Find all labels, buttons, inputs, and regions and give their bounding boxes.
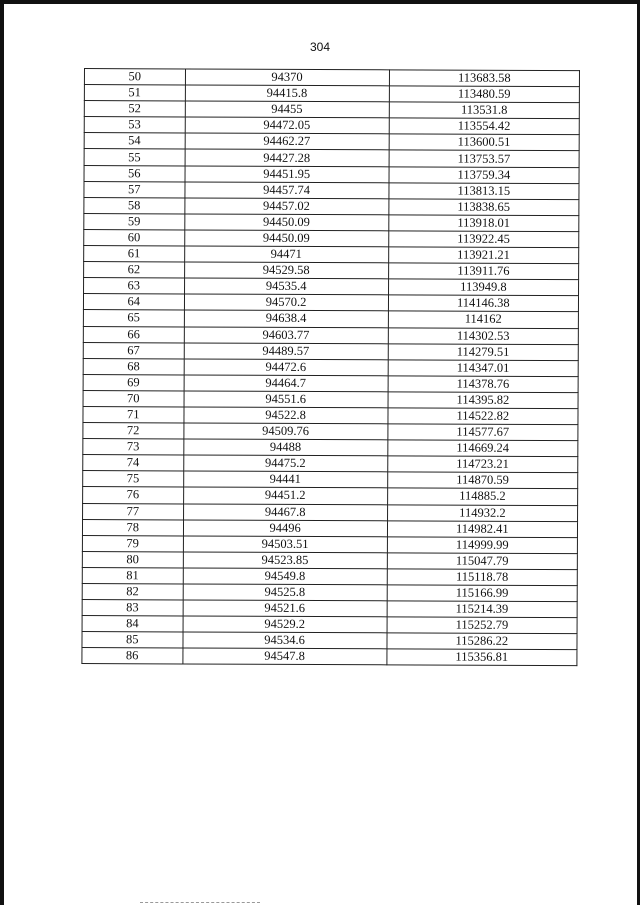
x-value-cell: 94525.8 xyxy=(183,584,387,601)
y-value-cell: 113600.51 xyxy=(389,134,579,151)
row-index-cell: 66 xyxy=(83,326,184,343)
row-index-cell: 58 xyxy=(84,197,185,214)
x-value-cell: 94522.8 xyxy=(183,407,387,424)
x-value-cell: 94457.74 xyxy=(184,182,388,199)
x-value-cell: 94551.6 xyxy=(184,391,388,408)
row-index-cell: 62 xyxy=(84,262,185,279)
y-value-cell: 113922.45 xyxy=(388,231,578,248)
row-index-cell: 55 xyxy=(84,149,185,166)
row-index-cell: 54 xyxy=(84,133,185,150)
x-value-cell: 94529.58 xyxy=(184,262,388,279)
row-index-cell: 59 xyxy=(84,213,185,230)
x-value-cell: 94451.95 xyxy=(185,166,389,183)
row-index-cell: 61 xyxy=(84,246,185,263)
y-value-cell: 113554.42 xyxy=(389,118,579,135)
scan-artifact-line xyxy=(140,902,260,903)
row-index-cell: 70 xyxy=(83,390,184,407)
x-value-cell: 94503.51 xyxy=(183,536,387,553)
table-row xyxy=(82,648,577,666)
y-value-cell: 113911.76 xyxy=(388,263,578,280)
row-index-cell: 68 xyxy=(83,358,184,375)
y-value-cell: 113918.01 xyxy=(388,215,578,232)
row-index-cell: 85 xyxy=(82,632,183,649)
x-value-cell: 94370 xyxy=(185,69,389,86)
row-index-cell: 81 xyxy=(82,567,183,584)
x-value-cell: 94457.02 xyxy=(184,198,388,215)
x-value-cell: 94509.76 xyxy=(183,423,387,440)
row-index-cell: 82 xyxy=(82,583,183,600)
x-value-cell: 94462.27 xyxy=(185,133,389,150)
row-index-cell: 76 xyxy=(83,487,184,504)
row-index-cell: 56 xyxy=(84,165,185,182)
y-value-cell: 115047.79 xyxy=(387,553,577,570)
y-value-cell: 114577.67 xyxy=(388,424,578,441)
y-value-cell: 114932.2 xyxy=(387,504,577,521)
y-value-cell: 113921.21 xyxy=(388,247,578,264)
x-value-cell: 94451.2 xyxy=(183,487,387,504)
row-index-cell: 83 xyxy=(82,600,183,617)
x-value-cell: 94496 xyxy=(183,520,387,537)
y-value-cell: 114999.99 xyxy=(387,537,577,554)
row-index-cell: 60 xyxy=(84,229,185,246)
y-value-cell: 115214.39 xyxy=(387,601,577,618)
y-value-cell: 114302.53 xyxy=(388,327,578,344)
x-value-cell: 94534.6 xyxy=(183,632,387,649)
row-index-cell: 69 xyxy=(83,374,184,391)
y-value-cell: 114669.24 xyxy=(388,440,578,457)
row-index-cell: 73 xyxy=(83,439,184,456)
x-value-cell: 94467.8 xyxy=(183,503,387,520)
y-value-cell: 114146.38 xyxy=(388,295,578,312)
y-value-cell: 114279.51 xyxy=(388,343,578,360)
x-value-cell: 94450.09 xyxy=(184,230,388,247)
row-index-cell: 64 xyxy=(83,294,184,311)
y-value-cell: 113683.58 xyxy=(389,70,579,87)
y-value-cell: 114378.76 xyxy=(388,376,578,393)
row-index-cell: 86 xyxy=(82,648,183,665)
scan-border-top xyxy=(0,0,640,4)
row-index-cell: 72 xyxy=(83,423,184,440)
x-value-cell: 94441 xyxy=(183,471,387,488)
y-value-cell: 114347.01 xyxy=(388,360,578,377)
y-value-cell: 113753.57 xyxy=(389,150,579,167)
row-index-cell: 74 xyxy=(83,455,184,472)
x-value-cell: 94535.4 xyxy=(184,278,388,295)
x-value-cell: 94488 xyxy=(183,439,387,456)
y-value-cell: 114982.41 xyxy=(387,520,577,537)
row-index-cell: 50 xyxy=(84,69,185,86)
row-index-cell: 78 xyxy=(82,519,183,536)
x-value-cell: 94603.77 xyxy=(184,326,388,343)
x-value-cell: 94549.8 xyxy=(183,568,387,585)
row-index-cell: 77 xyxy=(83,503,184,520)
x-value-cell: 94521.6 xyxy=(183,600,387,617)
row-index-cell: 63 xyxy=(84,278,185,295)
table-body xyxy=(82,69,580,667)
y-value-cell: 114162 xyxy=(388,311,578,328)
y-value-cell: 113480.59 xyxy=(389,86,579,103)
x-value-cell: 94464.7 xyxy=(184,375,388,392)
row-index-cell: 51 xyxy=(84,85,185,102)
y-value-cell: 114522.82 xyxy=(388,408,578,425)
y-value-cell: 113813.15 xyxy=(389,182,579,199)
x-value-cell: 94472.05 xyxy=(185,117,389,134)
row-index-cell: 84 xyxy=(82,616,183,633)
x-value-cell: 94427.28 xyxy=(185,149,389,166)
y-value-cell: 113838.65 xyxy=(389,199,579,216)
x-value-cell: 94570.2 xyxy=(184,294,388,311)
row-index-cell: 71 xyxy=(83,406,184,423)
row-index-cell: 80 xyxy=(82,551,183,568)
row-index-cell: 57 xyxy=(84,181,185,198)
x-value-cell: 94455 xyxy=(185,101,389,118)
y-value-cell: 115166.99 xyxy=(387,585,577,602)
x-value-cell: 94415.8 xyxy=(185,85,389,102)
row-index-cell: 53 xyxy=(84,117,185,134)
page-number: 304 xyxy=(309,40,331,54)
x-value-cell: 94547.8 xyxy=(182,648,386,665)
y-value-cell: 115356.81 xyxy=(387,649,577,666)
row-index-cell: 67 xyxy=(83,342,184,359)
x-value-cell: 94471 xyxy=(184,246,388,263)
coordinates-table xyxy=(81,68,580,667)
y-value-cell: 113531.8 xyxy=(389,102,579,119)
row-index-cell: 65 xyxy=(83,310,184,327)
y-value-cell: 115252.79 xyxy=(387,617,577,634)
y-value-cell: 114395.82 xyxy=(388,392,578,409)
row-index-cell: 75 xyxy=(83,471,184,488)
x-value-cell: 94472.6 xyxy=(184,359,388,376)
row-index-cell: 52 xyxy=(84,101,185,118)
x-value-cell: 94523.85 xyxy=(183,552,387,569)
x-value-cell: 94638.4 xyxy=(184,310,388,327)
y-value-cell: 115118.78 xyxy=(387,569,577,586)
x-value-cell: 94450.09 xyxy=(184,214,388,231)
scan-border-left xyxy=(0,0,4,905)
y-value-cell: 114885.2 xyxy=(387,488,577,505)
y-value-cell: 114723.21 xyxy=(387,456,577,473)
y-value-cell: 113949.8 xyxy=(388,279,578,296)
y-value-cell: 113759.34 xyxy=(389,166,579,183)
y-value-cell: 115286.22 xyxy=(387,633,577,650)
row-index-cell: 79 xyxy=(82,535,183,552)
y-value-cell: 114870.59 xyxy=(387,472,577,489)
x-value-cell: 94489.57 xyxy=(184,343,388,360)
x-value-cell: 94529.2 xyxy=(183,616,387,633)
x-value-cell: 94475.2 xyxy=(183,455,387,472)
